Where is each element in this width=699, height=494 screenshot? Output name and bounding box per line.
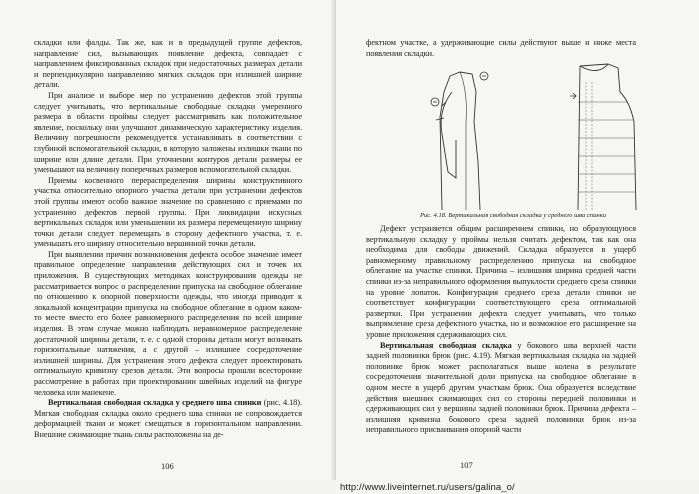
paragraph: Приемы косвенного перераспределения ширины конструктивного участка относительно опорного участка детали при устранении дефектов этой группы имеют особо важное значение по сравнению с приемами по устранению дефектов первой группы. При ликвидации искусных вертикальных складок или уменьшении их размера перемещенную ширину точки детали следует перемещать в сторону дефектного участка, т. е. уменьшать его ширину относительно вершинной точки детали.	[34, 175, 302, 249]
source-url: http://www.liveinternet.ru/users/galina_o/	[340, 482, 515, 493]
paragraph: складки или фалды. Так же, как и в предыдущей группе дефектов, направление сил, вызывающих появление дефекта, совпадает с направлением фиксированных складок при недостаточных размерах детали и перпендикулярно направлению мягких складок при излишней ширине детали.	[34, 38, 302, 90]
page-number: 107	[460, 460, 473, 470]
section-heading: Вертикальная свободная складка	[380, 340, 512, 350]
left-page	[0, 0, 336, 480]
arrow-icon	[570, 93, 576, 99]
fold-line	[460, 72, 466, 210]
paragraph: При анализе и выборе мер по устранению дефектов этой группы следует учитывать, что вертикальные свободные складки умеренного размера в области проймы следует рассматривать как положительное явление, поскольку они улучшают динамическую характеристику изделия. Величину погрешности рекомендуется устанавливать в соответствии с глубиной вспомогательной складки, в которую заложены излишки ткани по ширине или длине детали. При уточнении контуров детали размеры ее уменьшают на величину поперечных размеров вспомогательной складки.	[34, 90, 302, 175]
left-page-text	[34, 38, 302, 441]
paragraph: При выявлении причин возникновения дефекта особое значение имеет правильное определение направления действующих сил и точек их приложения. В существующих методиках конструирования одежды не рассматривается вопрос о распределении припуска на свободное облегание по отношению к опорной поверхности одежды, что иногда приводит к локальной концентрации припуска на свободное облегание в одном каком-то месте вместо его более равномерного распределения по всей ширине изделия. В этом случае можно наблюдать неравномерное распределение достаточной ширины детали, т. е. с одной стороны детали могут возникать горизонтальные натяжения, а с другой – излишнее сосредоточение излишней ширины. Для устранения этого дефекта следует проектировать оптимальную кривизну срезов детали. Эти вопросы прошли всесторонне рассмотрение в работах при проектировании швейных изделий на фигуре человека или манекене.	[34, 249, 302, 397]
paragraph: фектном участке, а удерживающие силы действуют выше и ниже места появления складки.	[366, 38, 636, 58]
figure-back-fold-illustration	[430, 62, 658, 210]
paragraph-body: (рис. 4.18). Мягкая свободная складка около среднего шва спинки не сопровождается деформацией ткани и может смещаться в горизонтальном направлении. Внешние сжимающие ткань силы расположены на де-	[34, 398, 302, 439]
pattern-side-contour	[580, 64, 636, 210]
paragraph: Дефект устраняется общим расширением спинки, но образующуюся вертикальную складку у проймы нельзя считать дефектом, так как она необходима для свободы движений. Складка образуется в ущерб равномерному правильному распределению припуска на свободное облегание на участке спинки. Причина – излишняя ширина средней части спинки из-за неправильного оформления выпуклости среднего среза спинки на уровне лопаток. Конфигурация среднего среза детали спинки не соответствует конфигурации соответствующего среза оптимальной развертки. При устранении дефекта следует учитывать, что только выпрямление среза дефектного участка, но и возможное его расширение на уровне приложения сдерживающих сил.	[366, 224, 636, 339]
right-page	[336, 0, 699, 480]
right-page-text	[366, 224, 636, 436]
section-heading: Вертикальная свободная складка у среднего шва спинки	[48, 398, 262, 408]
paragraph	[34, 398, 302, 440]
paragraph-body: у бокового шва верхней части задней половинки брюк (рис. 4.19). Мягкая вертикальная складка на задней половинке брюк может располагаться выше колена в результате сосредоточения значительной доли припуска на свободное облегание в одном месте в ущерб другим участкам брюк. Она образуется вследствие действия внешних сжимающих сил со стороны передней половинки и сдерживающих сил у вершины задней половинки брюк. Причина дефекта – излишняя кривизна бокового среза задней половинки брюк из-за неправильного присваивания опорной части	[366, 340, 636, 435]
front-contour-line	[440, 76, 450, 210]
figure-caption: Рис. 4.18. Вертикальная свободная складка у среднего шва спинки	[419, 212, 607, 219]
right-page-top-text	[366, 38, 636, 59]
page-number: 106	[161, 461, 174, 471]
paragraph	[366, 341, 636, 436]
